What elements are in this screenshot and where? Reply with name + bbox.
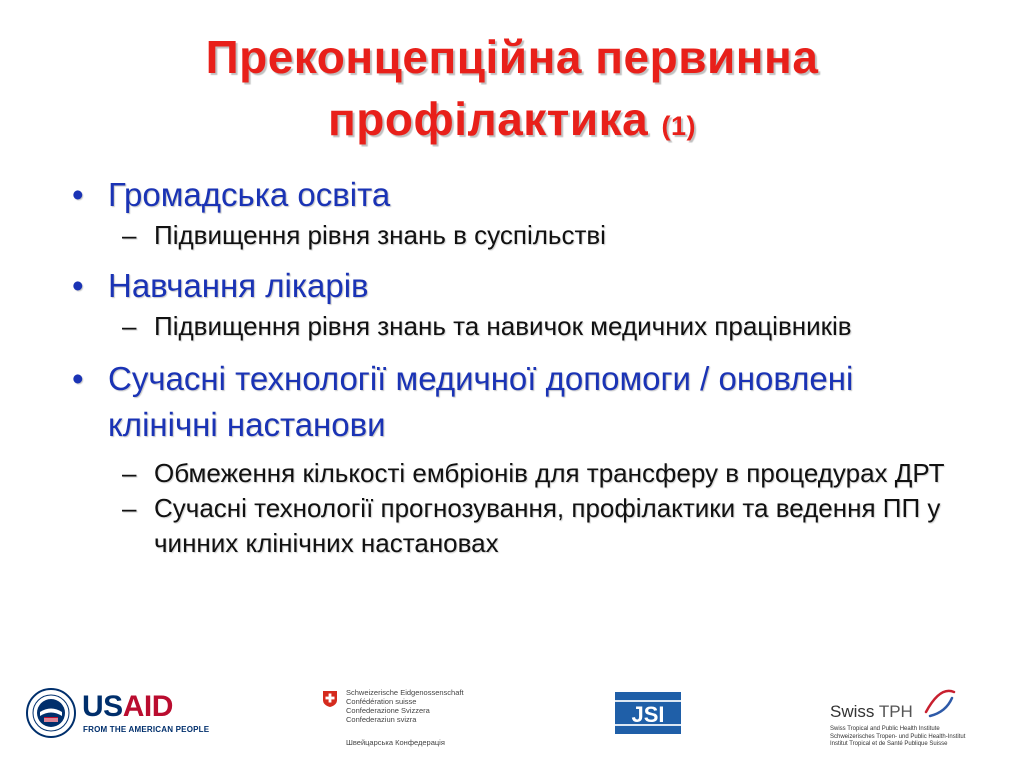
swiss-tph-names	[830, 726, 965, 749]
bullet-marker: •	[72, 176, 84, 213]
bullet-item-2	[70, 263, 970, 309]
sub-item-3-2	[70, 491, 970, 561]
sub-item-text: Підвищення рівня знань та навичок медичних працівників	[154, 311, 852, 341]
bullet-marker: •	[72, 267, 84, 304]
swiss-name-ua: Швейцарська Конфедерація	[346, 738, 445, 747]
sub-item-1-1	[70, 218, 970, 253]
swiss-name-de: Schweizerische Eidgenossenschaft	[346, 688, 464, 697]
swiss-tph-swirl-icon	[920, 682, 960, 722]
bullet-text: Навчання лікарів	[108, 267, 369, 304]
usaid-aid: AID	[122, 690, 173, 723]
swiss-name-fr: Confédération suisse	[346, 697, 417, 706]
bullet-marker: •	[72, 360, 84, 397]
title-suffix: (1)	[661, 111, 697, 141]
bullet-list	[70, 172, 970, 561]
usaid-seal-icon	[26, 688, 76, 738]
title-line-1: Преконцепційна первинна	[205, 31, 819, 83]
swiss-cross-icon	[322, 690, 338, 708]
bullet-item-3	[70, 356, 970, 448]
swiss-name-it: Confederazione Svizzera	[346, 706, 430, 715]
sub-item-3-1	[70, 456, 970, 491]
title-line-2-text: профілактика	[327, 93, 649, 145]
partner-logos	[0, 682, 1024, 768]
bullet-text: Сучасні технології медичної допомоги / оновлені клінічні настанови	[108, 360, 854, 443]
usaid-tagline: FROM THE AMERICAN PEOPLE	[83, 725, 210, 734]
sub-item-text: Підвищення рівня знань в суспільстві	[154, 220, 606, 250]
slide-title	[0, 26, 1024, 157]
usaid-logo	[26, 688, 226, 748]
sub-item-2-1	[70, 309, 970, 344]
jsi-wordmark: JSI	[631, 702, 665, 727]
bullet-text: Громадська освіта	[108, 176, 391, 213]
sub-item-text: Обмеження кількості ембріонів для трансферу в процедурах ДРТ	[154, 458, 945, 488]
swiss-tph-name-en: Swiss Tropical and Public Health Institute	[830, 726, 940, 732]
sub-item-text: Сучасні технології прогнозування, профілактики та ведення ПП у чинних клінічних настановах	[154, 493, 941, 558]
bullet-item-1	[70, 172, 970, 218]
swiss-tph-name-fr: Institut Tropical et de Santé Publique Suisse	[830, 741, 948, 747]
swiss-name-rm: Confederaziun svizra	[346, 715, 417, 724]
title-line-2	[0, 88, 1024, 157]
swiss-tph-name-a: Swiss	[830, 702, 875, 721]
jsi-logo	[615, 692, 681, 734]
dash-marker: –	[122, 493, 137, 523]
swiss-tph-name-b: TPH	[878, 702, 913, 721]
dash-marker: –	[122, 220, 137, 250]
swiss-confederation-logo	[322, 688, 492, 752]
usaid-us: US	[82, 690, 123, 723]
swiss-tph-wordmark	[830, 702, 913, 722]
dash-marker: –	[122, 311, 137, 341]
swiss-tph-logo	[824, 682, 1004, 752]
usaid-wordmark	[82, 690, 173, 724]
dash-marker: –	[122, 458, 137, 488]
swiss-names	[346, 688, 464, 724]
swiss-tph-name-de: Schweizerisches Tropen- und Public Health-Institut	[830, 733, 966, 740]
